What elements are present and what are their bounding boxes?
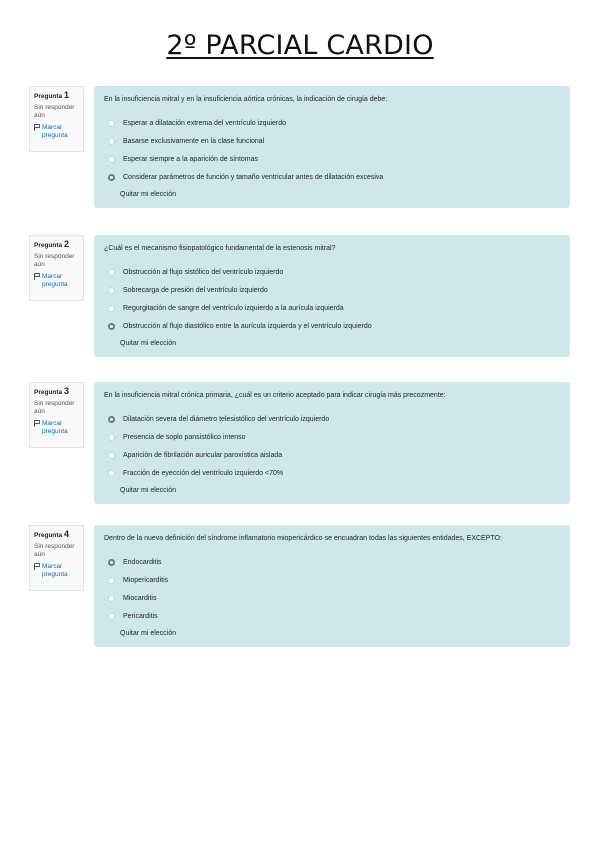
answer-list <box>104 263 560 335</box>
question-number <box>34 530 79 540</box>
question-info <box>29 382 84 448</box>
answer-label: Fracción de eyección del ventrículo izquierdo <70% <box>123 469 284 477</box>
answer-label: Presencia de soplo pansistólico intenso <box>123 433 246 441</box>
answer-label: Pericarditis <box>123 612 158 620</box>
answer-label: Miocarditis <box>123 594 157 602</box>
flag-label: Marcar pregunta <box>42 124 68 139</box>
question-state: Sin responder aún <box>34 104 75 119</box>
flag-question-link[interactable] <box>34 420 79 436</box>
question-number <box>34 387 79 397</box>
flag-icon <box>34 124 40 131</box>
answer-label: Basarse exclusivamente en la clase funcional <box>123 137 265 145</box>
clear-choice-link[interactable]: Quitar mi elección <box>120 191 177 198</box>
answer-option[interactable] <box>104 132 560 150</box>
question-state: Sin responder aún <box>34 543 75 558</box>
answer-option[interactable] <box>104 114 560 132</box>
radio-button[interactable] <box>108 305 115 312</box>
clear-choice-link[interactable]: Quitar mi elección <box>120 340 177 347</box>
question-number <box>34 91 79 101</box>
question-number-value: 3 <box>63 386 69 396</box>
answer-option[interactable] <box>104 464 560 482</box>
answer-label: Obstrucción al flujo sistólico del ventrículo izquierdo <box>123 268 284 276</box>
question-prefix: Pregunta <box>34 389 63 396</box>
question-content <box>94 235 570 357</box>
answer-label: Miopericarditis <box>123 576 169 584</box>
answer-list <box>104 553 560 625</box>
radio-button[interactable] <box>108 559 115 566</box>
answer-option[interactable] <box>104 150 560 168</box>
answer-option[interactable] <box>104 446 560 464</box>
flag-icon <box>34 273 40 280</box>
flag-question-link[interactable] <box>34 273 79 289</box>
question-number-value: 2 <box>63 239 69 249</box>
question-info <box>29 86 84 152</box>
question-content <box>94 382 570 504</box>
answer-label: Aparición de fibrilación auricular paroxística aislada <box>123 451 283 459</box>
question-number <box>34 240 79 250</box>
answer-label: Sobrecarga de presión del ventrículo izquierdo <box>123 286 268 294</box>
radio-button[interactable] <box>108 434 115 441</box>
answer-option[interactable] <box>104 263 560 281</box>
question-info <box>29 235 84 301</box>
radio-button[interactable] <box>108 470 115 477</box>
radio-button[interactable] <box>108 613 115 620</box>
answer-list <box>104 114 560 186</box>
question-number-value: 1 <box>63 90 69 100</box>
answer-label: Obstrucción al flujo diastólico entre la aurícula izquierda y el ventrículo izquierdo <box>123 322 372 330</box>
answer-label: Dilatación severa del diámetro telesistólico del ventrículo izquierdo <box>123 415 330 423</box>
question-content <box>94 525 570 647</box>
answer-option[interactable] <box>104 317 560 335</box>
answer-option[interactable] <box>104 168 560 186</box>
answer-label: Endocarditis <box>123 558 162 566</box>
answer-option[interactable] <box>104 571 560 589</box>
radio-button[interactable] <box>108 577 115 584</box>
question-prefix: Pregunta <box>34 93 63 100</box>
question-text: ¿Cuál es el mecanismo fisiopatológico fundamental de la estenosis mitral? <box>104 245 336 252</box>
question-text: En la insuficiencia mitral crónica primaria, ¿cuál es un criterio aceptado para indicar cirugía más precozmente: <box>104 392 446 399</box>
question-text: En la insuficiencia mitral y en la insuficiencia aórtica crónicas, la indicación de cirugía debe: <box>104 96 388 103</box>
answer-option[interactable] <box>104 299 560 317</box>
question-info <box>29 525 84 591</box>
radio-button[interactable] <box>108 595 115 602</box>
question-state: Sin responder aún <box>34 400 75 415</box>
question-content <box>94 86 570 208</box>
flag-question-link[interactable] <box>34 124 79 140</box>
flag-question-link[interactable] <box>34 563 79 579</box>
answer-option[interactable] <box>104 410 560 428</box>
answer-label: Esperar siempre a la aparición de síntomas <box>123 155 259 163</box>
answer-list <box>104 410 560 482</box>
flag-label: Marcar pregunta <box>42 273 68 288</box>
radio-button[interactable] <box>108 452 115 459</box>
radio-button[interactable] <box>108 174 115 181</box>
answer-option[interactable] <box>104 589 560 607</box>
question-prefix: Pregunta <box>34 242 63 249</box>
flag-label: Marcar pregunta <box>42 563 68 578</box>
radio-button[interactable] <box>108 269 115 276</box>
answer-option[interactable] <box>104 428 560 446</box>
radio-button[interactable] <box>108 156 115 163</box>
clear-choice-link[interactable]: Quitar mi elección <box>120 487 177 494</box>
answer-label: Regurgitación de sangre del ventrículo izquierdo a la aurícula izquierda <box>123 304 344 312</box>
answer-option[interactable] <box>104 281 560 299</box>
flag-icon <box>34 420 40 427</box>
question-state: Sin responder aún <box>34 253 75 268</box>
answer-label: Considerar parámetros de función y tamaño ventricular antes de dilatación excesiva <box>123 173 384 181</box>
question-prefix: Pregunta <box>34 532 63 539</box>
page-title <box>0 30 600 61</box>
question-text: Dentro de la nueva definición del síndrome inflamatorio miopericárdico se encuadran todas las siguientes entidades, EXCEPTO: <box>104 535 502 542</box>
question-number-value: 4 <box>63 529 69 539</box>
answer-option[interactable] <box>104 607 560 625</box>
radio-button[interactable] <box>108 323 115 330</box>
radio-button[interactable] <box>108 120 115 127</box>
answer-label: Esperar a dilatación extrema del ventrículo izquierdo <box>123 119 287 127</box>
flag-icon <box>34 563 40 570</box>
answer-option[interactable] <box>104 553 560 571</box>
radio-button[interactable] <box>108 416 115 423</box>
radio-button[interactable] <box>108 287 115 294</box>
radio-button[interactable] <box>108 138 115 145</box>
page-title-text: 2º PARCIAL CARDIO <box>166 30 434 61</box>
clear-choice-link[interactable]: Quitar mi elección <box>120 630 177 637</box>
flag-label: Marcar pregunta <box>42 420 68 435</box>
